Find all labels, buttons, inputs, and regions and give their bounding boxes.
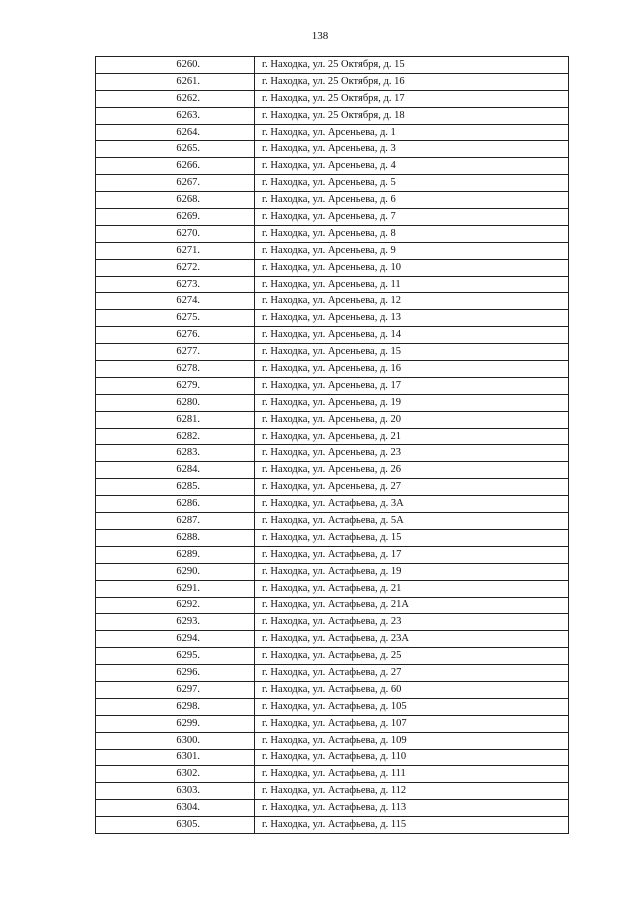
table-row [96,648,569,665]
row-number-cell: 6280. [96,394,255,411]
table-row [96,209,569,226]
address-cell: г. Находка, ул. Арсеньева, д. 9 [255,242,569,259]
table-row [96,496,569,513]
row-number-cell: 6275. [96,310,255,327]
address-cell: г. Находка, ул. Арсеньева, д. 7 [255,209,569,226]
row-number-cell: 6265. [96,141,255,158]
row-number-cell: 6267. [96,175,255,192]
address-cell: г. Находка, ул. Астафьева, д. 110 [255,749,569,766]
address-cell: г. Находка, ул. Арсеньева, д. 16 [255,361,569,378]
table-row [96,715,569,732]
row-number-cell: 6291. [96,580,255,597]
address-cell: г. Находка, ул. Астафьева, д. 113 [255,800,569,817]
table-row [96,462,569,479]
address-cell: г. Находка, ул. Астафьева, д. 15 [255,529,569,546]
row-number-cell: 6303. [96,783,255,800]
table-row [96,107,569,124]
address-cell: г. Находка, ул. Астафьева, д. 17 [255,546,569,563]
table-row [96,394,569,411]
table-row [96,445,569,462]
row-number-cell: 6283. [96,445,255,462]
address-cell: г. Находка, ул. Астафьева, д. 21 [255,580,569,597]
table-row [96,259,569,276]
table-row [96,175,569,192]
address-cell: г. Находка, ул. Астафьева, д. 27 [255,665,569,682]
row-number-cell: 6279. [96,377,255,394]
address-cell: г. Находка, ул. Астафьева, д. 109 [255,732,569,749]
address-cell: г. Находка, ул. Арсеньева, д. 21 [255,428,569,445]
row-number-cell: 6263. [96,107,255,124]
address-cell: г. Находка, ул. Арсеньева, д. 20 [255,411,569,428]
table-row [96,563,569,580]
row-number-cell: 6299. [96,715,255,732]
row-number-cell: 6260. [96,57,255,74]
table-row [96,225,569,242]
table-row [96,377,569,394]
table-row [96,57,569,74]
row-number-cell: 6293. [96,614,255,631]
row-number-cell: 6282. [96,428,255,445]
address-cell: г. Находка, ул. 25 Октября, д. 18 [255,107,569,124]
page-number: 138 [311,30,329,42]
address-cell: г. Находка, ул. Астафьева, д. 21А [255,597,569,614]
address-cell: г. Находка, ул. Арсеньева, д. 17 [255,377,569,394]
row-number-cell: 6287. [96,513,255,530]
row-number-cell: 6272. [96,259,255,276]
row-number-cell: 6271. [96,242,255,259]
row-number-cell: 6273. [96,276,255,293]
row-number-cell: 6262. [96,90,255,107]
address-cell: г. Находка, ул. Арсеньева, д. 10 [255,259,569,276]
address-table [95,56,569,834]
table-row [96,276,569,293]
table-row [96,124,569,141]
table-row [96,732,569,749]
table-row [96,698,569,715]
address-cell: г. Находка, ул. Астафьева, д. 60 [255,681,569,698]
row-number-cell: 6277. [96,344,255,361]
row-number-cell: 6268. [96,192,255,209]
row-number-cell: 6300. [96,732,255,749]
row-number-cell: 6304. [96,800,255,817]
table-row [96,614,569,631]
address-cell: г. Находка, ул. Астафьева, д. 3А [255,496,569,513]
address-cell: г. Находка, ул. 25 Октября, д. 17 [255,90,569,107]
table-row [96,411,569,428]
address-cell: г. Находка, ул. Арсеньева, д. 27 [255,479,569,496]
address-cell: г. Находка, ул. Астафьева, д. 23А [255,631,569,648]
address-cell: г. Находка, ул. Арсеньева, д. 12 [255,293,569,310]
table-row [96,817,569,834]
row-number-cell: 6285. [96,479,255,496]
row-number-cell: 6278. [96,361,255,378]
row-number-cell: 6281. [96,411,255,428]
address-cell: г. Находка, ул. Арсеньева, д. 3 [255,141,569,158]
address-cell: г. Находка, ул. Арсеньева, д. 15 [255,344,569,361]
row-number-cell: 6294. [96,631,255,648]
table-row [96,665,569,682]
table-row [96,783,569,800]
address-cell: г. Находка, ул. Астафьева, д. 19 [255,563,569,580]
address-cell: г. Находка, ул. Астафьева, д. 115 [255,817,569,834]
table-row [96,766,569,783]
table-row [96,344,569,361]
address-table-body [96,57,569,834]
table-row [96,192,569,209]
address-cell: г. Находка, ул. Арсеньева, д. 5 [255,175,569,192]
table-row [96,800,569,817]
address-cell: г. Находка, ул. Астафьева, д. 105 [255,698,569,715]
table-row [96,141,569,158]
table-row [96,681,569,698]
row-number-cell: 6298. [96,698,255,715]
table-row [96,749,569,766]
row-number-cell: 6292. [96,597,255,614]
address-cell: г. Находка, ул. Астафьева, д. 5А [255,513,569,530]
address-cell: г. Находка, ул. Арсеньева, д. 19 [255,394,569,411]
table-row [96,597,569,614]
address-cell: г. Находка, ул. Арсеньева, д. 6 [255,192,569,209]
address-cell: г. Находка, ул. Астафьева, д. 23 [255,614,569,631]
address-cell: г. Находка, ул. Арсеньева, д. 23 [255,445,569,462]
row-number-cell: 6297. [96,681,255,698]
row-number-cell: 6269. [96,209,255,226]
table-row [96,479,569,496]
row-number-cell: 6302. [96,766,255,783]
table-row [96,631,569,648]
row-number-cell: 6276. [96,327,255,344]
row-number-cell: 6264. [96,124,255,141]
address-cell: г. Находка, ул. Астафьева, д. 111 [255,766,569,783]
table-row [96,546,569,563]
table-row [96,158,569,175]
address-cell: г. Находка, ул. 25 Октября, д. 16 [255,73,569,90]
address-cell: г. Находка, ул. Арсеньева, д. 13 [255,310,569,327]
table-row [96,428,569,445]
address-cell: г. Находка, ул. Астафьева, д. 25 [255,648,569,665]
row-number-cell: 6290. [96,563,255,580]
address-cell: г. Находка, ул. Арсеньева, д. 1 [255,124,569,141]
address-cell: г. Находка, ул. Астафьева, д. 112 [255,783,569,800]
table-row [96,529,569,546]
table-row [96,327,569,344]
row-number-cell: 6284. [96,462,255,479]
table-row [96,73,569,90]
address-cell: г. Находка, ул. Арсеньева, д. 14 [255,327,569,344]
row-number-cell: 6270. [96,225,255,242]
address-cell: г. Находка, ул. Астафьева, д. 107 [255,715,569,732]
address-cell: г. Находка, ул. 25 Октября, д. 15 [255,57,569,74]
row-number-cell: 6289. [96,546,255,563]
table-row [96,310,569,327]
address-cell: г. Находка, ул. Арсеньева, д. 4 [255,158,569,175]
row-number-cell: 6286. [96,496,255,513]
table-row [96,90,569,107]
table-row [96,513,569,530]
address-cell: г. Находка, ул. Арсеньева, д. 26 [255,462,569,479]
table-row [96,293,569,310]
row-number-cell: 6301. [96,749,255,766]
address-cell: г. Находка, ул. Арсеньева, д. 8 [255,225,569,242]
row-number-cell: 6305. [96,817,255,834]
row-number-cell: 6274. [96,293,255,310]
row-number-cell: 6295. [96,648,255,665]
address-cell: г. Находка, ул. Арсеньева, д. 11 [255,276,569,293]
table-row [96,580,569,597]
table-row [96,361,569,378]
row-number-cell: 6266. [96,158,255,175]
row-number-cell: 6261. [96,73,255,90]
row-number-cell: 6296. [96,665,255,682]
row-number-cell: 6288. [96,529,255,546]
table-row [96,242,569,259]
